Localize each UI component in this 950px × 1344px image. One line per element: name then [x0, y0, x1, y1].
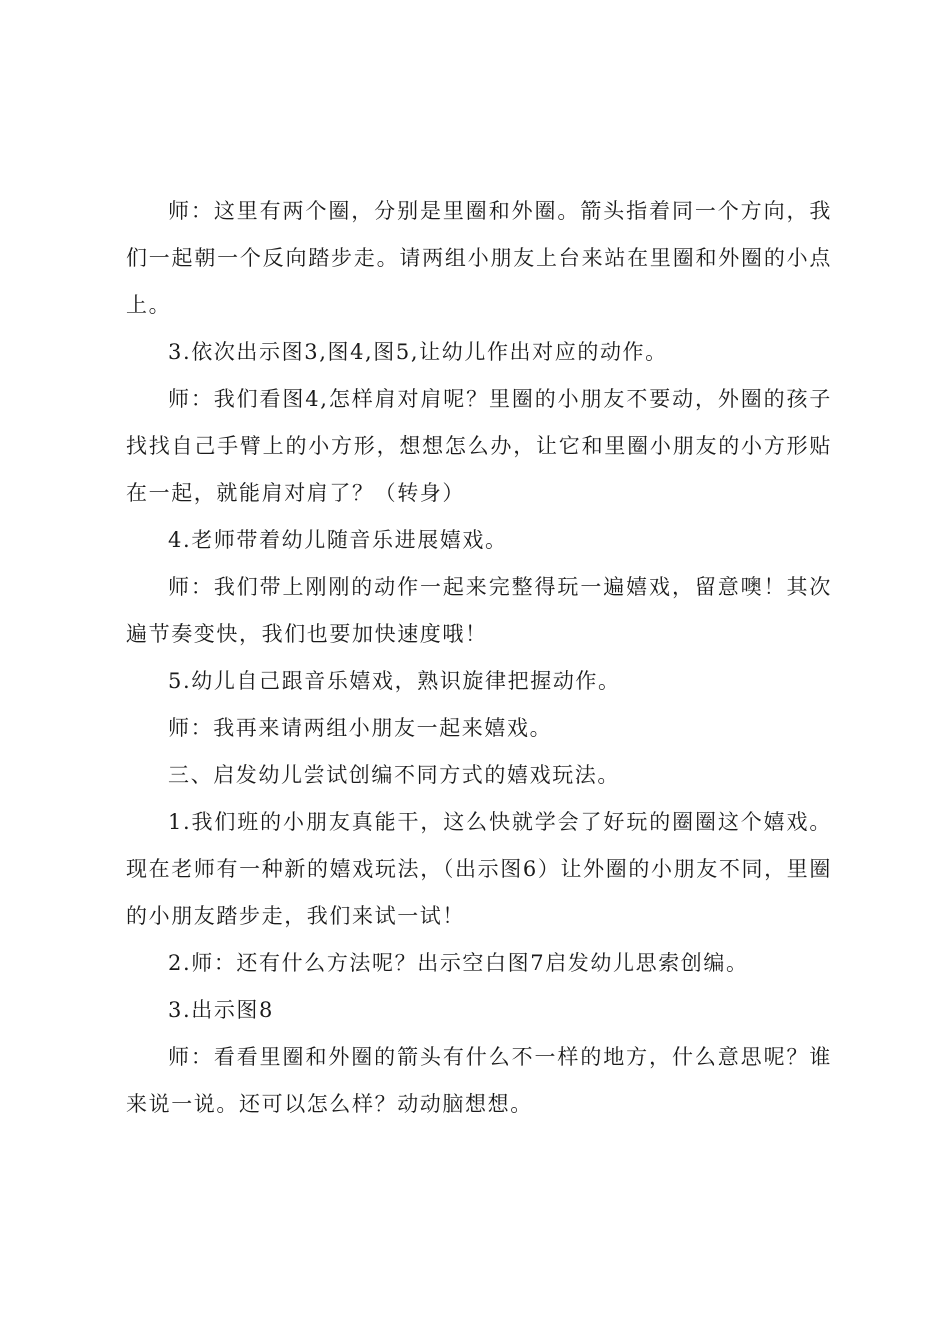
document-body [126, 188, 832, 1128]
paragraph-teacher-circles: 师：这里有两个圈，分别是里圈和外圈。箭头指着同一个方向，我们一起朝一个反向踏步走。请两组小朋友上台来站在里圈和外圈的小点上。 [126, 199, 832, 317]
section-heading-3: 三、启发幼儿尝试创编不同方式的嬉戏玩法。 [168, 763, 620, 787]
paragraph-teacher-two-groups: 师：我再来请两组小朋友一起来嬉戏。 [168, 716, 553, 740]
paragraph-item-3: 3.出示图8 [168, 998, 274, 1022]
paragraph-teacher-arrows: 师：看看里圈和外圈的箭头有什么不一样的地方，什么意思呢？谁来说一说。还可以怎么样？动动脑想想。 [126, 1045, 832, 1116]
paragraph-item-1: 1.我们班的小朋友真能干，这么快就学会了好玩的圈圈这个嬉戏。现在老师有一种新的嬉戏玩法，（出示图6）让外圈的小朋友不同，里圈的小朋友踏步走，我们来试一试！ [126, 810, 832, 928]
paragraph-step-4: 4.老师带着幼儿随音乐进展嬉戏。 [168, 528, 508, 552]
paragraph-teacher-shoulder: 师：我们看图4,怎样肩对肩呢？里圈的小朋友不要动，外圈的孩子找找自己手臂上的小方形，想想怎么办，让它和里圈小朋友的小方形贴在一起，就能肩对肩了？（转身） [126, 387, 832, 505]
paragraph-step-3: 3.依次出示图3,图4,图5,让幼儿作出对应的动作。 [168, 340, 668, 364]
paragraph-teacher-full-game: 师：我们带上刚刚的动作一起来完整得玩一遍嬉戏，留意噢！其次遍节奏变快，我们也要加快速度哦！ [126, 575, 832, 646]
paragraph-step-5: 5.幼儿自己跟音乐嬉戏，熟识旋律把握动作。 [168, 669, 621, 693]
paragraph-item-2: 2.师：还有什么方法呢？出示空白图7启发幼儿思索创编。 [168, 951, 749, 975]
